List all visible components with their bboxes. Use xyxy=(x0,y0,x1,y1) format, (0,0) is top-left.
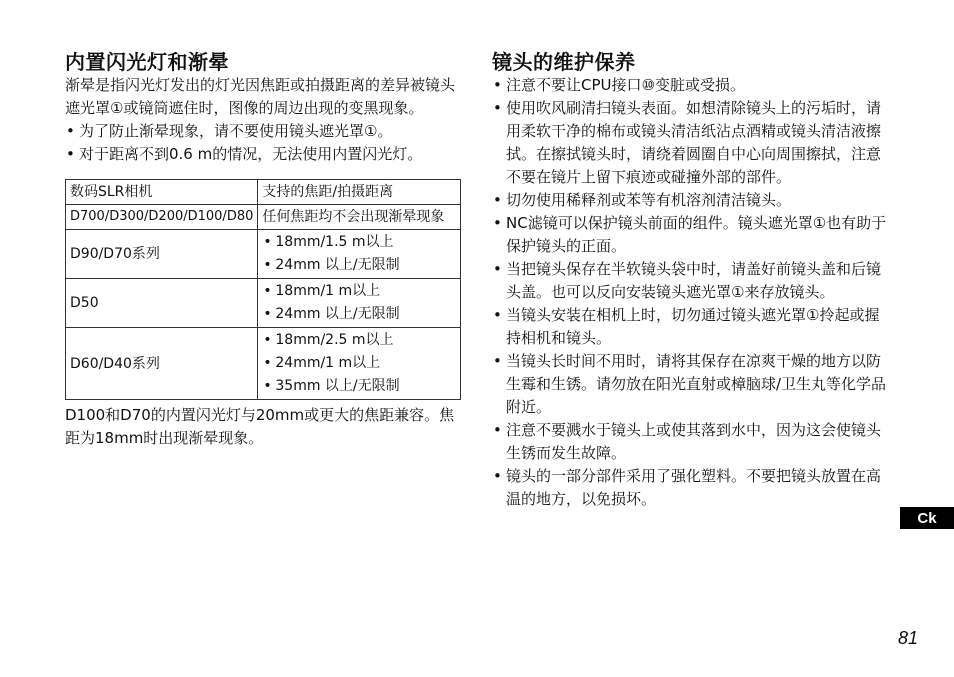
table-cell-range-list xyxy=(258,230,461,279)
section-heading-flash-vignetting: 内置闪光灯和渐晕 xyxy=(65,50,229,74)
list-item: • 为了防止渐晕现象，请不要使用镜头遮光罩①。 xyxy=(65,120,463,143)
intro-paragraph: 渐晕是指闪光灯发出的灯光因焦距或拍摄距离的差异被镜头遮光罩①或镜筒遮住时，图像的周边出现的变黑现象。 xyxy=(65,76,456,117)
table-row xyxy=(66,205,461,230)
list-item: • 当把镜头保存在半软镜头袋中时，请盖好前镜头盖和后镜头盖。也可以反向安装镜头遮光罩①来存放镜头。 xyxy=(492,258,892,304)
table-cell-camera: D90/D70系列 xyxy=(66,230,258,279)
table-cell-camera: D700/D300/D200/D100/D80 xyxy=(66,205,258,230)
table-row xyxy=(66,279,461,328)
focal-range-table xyxy=(65,179,461,400)
language-tab: Ck xyxy=(900,507,954,529)
list-item: • 24mm/1 m以上 xyxy=(262,352,456,375)
table-header-row xyxy=(66,180,461,205)
left-column xyxy=(65,50,463,450)
table-row xyxy=(66,328,461,400)
section-heading-lens-care: 镜头的维护保养 xyxy=(492,50,636,74)
list-item: • 18mm/2.5 m以上 xyxy=(262,329,456,352)
table-cell-camera: D50 xyxy=(66,279,258,328)
table-row xyxy=(66,230,461,279)
table-header-range: 支持的焦距/拍摄距离 xyxy=(258,180,461,205)
list-item: • NC滤镜可以保护镜头前面的组件。镜头遮光罩①也有助于保护镜头的正面。 xyxy=(492,212,892,258)
table-cell-range-list xyxy=(258,328,461,400)
list-item: • 对于距离不到0.6 m的情况，无法使用内置闪光灯。 xyxy=(65,143,463,166)
list-item: • 18mm/1 m以上 xyxy=(262,280,456,303)
list-item: • 24mm 以上/无限制 xyxy=(262,254,456,277)
compatibility-note: D100和D70的内置闪光灯与20mm或更大的焦距兼容。焦距为18mm时出现渐晕现象。 xyxy=(65,406,455,447)
table-header-camera: 数码SLR相机 xyxy=(66,180,258,205)
table-cell-range-list xyxy=(258,279,461,328)
list-item: • 24mm 以上/无限制 xyxy=(262,303,456,326)
list-item: • 使用吹风刷清扫镜头表面。如想清除镜头上的污垢时，请用柔软干净的棉布或镜头清洁纸沾点酒精或镜头清洁液擦拭。在擦拭镜头时，请绕着圆圈自中心向周围擦拭，注意不要在镜片上留下痕迹或碰撞外部的部件。 xyxy=(492,97,892,189)
list-item: • 18mm/1.5 m以上 xyxy=(262,231,456,254)
left-bullet-list xyxy=(65,120,463,166)
list-item: • 镜头的一部分部件采用了强化塑料。不要把镜头放置在高温的地方，以免损坏。 xyxy=(492,465,892,511)
table-cell-camera: D60/D40系列 xyxy=(66,328,258,400)
list-item: • 当镜头安装在相机上时，切勿通过镜头遮光罩①拎起或握持相机和镜头。 xyxy=(492,304,892,350)
list-item: • 切勿使用稀释剂或苯等有机溶剂清洁镜头。 xyxy=(492,189,892,212)
right-column xyxy=(492,50,892,511)
list-item: • 当镜头长时间不用时，请将其保存在凉爽干燥的地方以防生霉和生锈。请勿放在阳光直射或樟脑球/卫生丸等化学品附近。 xyxy=(492,350,892,419)
list-item: • 35mm 以上/无限制 xyxy=(262,375,456,398)
page-number: 81 xyxy=(898,628,919,648)
right-bullet-list xyxy=(492,74,892,511)
list-item: • 注意不要溅水于镜头上或使其落到水中，因为这会使镜头生锈而发生故障。 xyxy=(492,419,892,465)
list-item: • 注意不要让CPU接口⑩变脏或受损。 xyxy=(492,74,892,97)
table-cell-range: 任何焦距均不会出现渐晕现象 xyxy=(258,205,461,230)
